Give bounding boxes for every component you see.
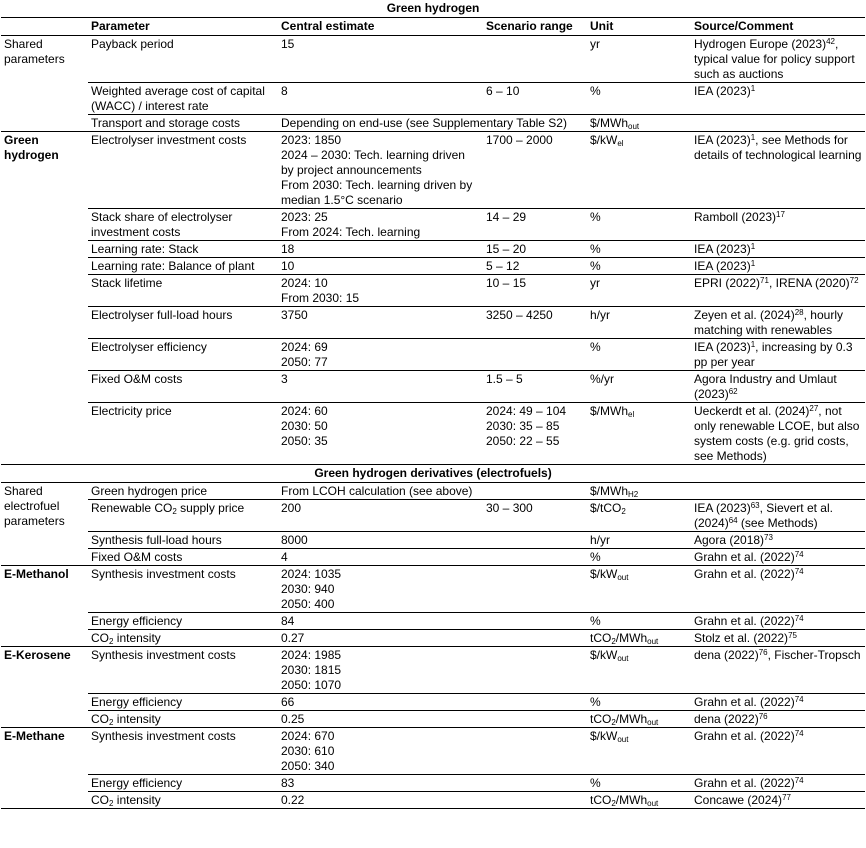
source-cell: IEA $(2023)^{63}$, Sievert et al. $(2024)^{64}$ (see Methods) — [691, 500, 865, 532]
source-cell: Concawe $(2024)^{77}$ — [691, 792, 865, 809]
group-label: E-Methane — [1, 728, 88, 809]
group-label: E-Kerosene — [1, 647, 88, 728]
table-row — [1, 792, 865, 809]
table-row — [1, 549, 865, 566]
unit-cell: % — [587, 613, 691, 630]
source-cell — [691, 483, 865, 500]
unit-cell: $\$/kW_{el}$ — [587, 132, 691, 209]
central-cell: 66 — [278, 694, 483, 711]
central-cell: 3750 — [278, 307, 483, 339]
table-row — [1, 403, 865, 465]
range-cell — [483, 566, 587, 613]
source-cell: Grahn et al. $(2022)^{74}$ — [691, 775, 865, 792]
unit-cell: tCO$_2$/MWh$_{out}$ — [587, 711, 691, 728]
central-cell: 2024: 69 2050: 77 — [278, 339, 483, 371]
unit-cell: $/tCO$_2$ — [587, 500, 691, 532]
source-cell: IEA $(2023)^1$, see Methods for details of technological learning — [691, 132, 865, 209]
param-cell: Fixed O&M costs — [88, 371, 278, 403]
parameter-table — [1, 0, 865, 809]
source-cell — [691, 115, 865, 132]
range-cell — [483, 792, 587, 809]
table-row — [1, 36, 865, 83]
section-header-green-hydrogen — [1, 0, 865, 18]
param-cell: Energy efficiency — [88, 775, 278, 792]
range-cell: 1.5 – 5 — [483, 371, 587, 403]
range-cell: 1700 – 2000 — [483, 132, 587, 209]
unit-cell: h/yr — [587, 532, 691, 549]
source-cell: Agora $(2018)^{73}$ — [691, 532, 865, 549]
unit-cell: tCO$_2$/MWh$_{out}$ — [587, 630, 691, 647]
header-unit: Unit — [587, 18, 691, 36]
param-cell: Transport and storage costs — [88, 115, 278, 132]
source-cell: Grahn et al. $(2022)^{74}$ — [691, 728, 865, 775]
central-cell: 8 — [278, 83, 483, 115]
header-source: Source/Comment — [691, 18, 865, 36]
section-header-derivatives — [1, 465, 865, 483]
unit-cell: $\$/kW_{out}$ — [587, 728, 691, 775]
central-cell: 3 — [278, 371, 483, 403]
central-cell: 2024: 10 From 2030: 15 — [278, 275, 483, 307]
source-cell: dena $(2022)^{76}$, Fischer-Tropsch — [691, 647, 865, 694]
central-cell: 83 — [278, 775, 483, 792]
range-cell — [483, 647, 587, 694]
group-label: E-Methanol — [1, 566, 88, 647]
column-header-row — [1, 18, 865, 36]
param-cell: Fixed O&M costs — [88, 549, 278, 566]
param-cell: Synthesis investment costs — [88, 728, 278, 775]
param-cell: Weighted average cost of capital (WACC) / interest rate — [88, 83, 278, 115]
central-cell: 15 — [278, 36, 483, 83]
source-cell: Stolz et al. $(2022)^{75}$ — [691, 630, 865, 647]
table-row — [1, 711, 865, 728]
range-cell: 5 – 12 — [483, 258, 587, 275]
source-cell: Ramboll $(2023)^{17}$ — [691, 209, 865, 241]
unit-cell: % — [587, 241, 691, 258]
table-row — [1, 83, 865, 115]
central-cell: 0.27 — [278, 630, 483, 647]
range-cell — [483, 532, 587, 549]
table-row — [1, 209, 865, 241]
unit-cell: tCO$_2$/MWh$_{out}$ — [587, 792, 691, 809]
param-cell: Electrolyser full-load hours — [88, 307, 278, 339]
table-row — [1, 339, 865, 371]
range-cell — [483, 613, 587, 630]
unit-cell: % — [587, 775, 691, 792]
source-cell: IEA $(2023)^1$ — [691, 258, 865, 275]
param-cell: $CO_2$ intensity — [88, 630, 278, 647]
unit-cell: h/yr — [587, 307, 691, 339]
unit-cell: $/MWh$_{H2}$ — [587, 483, 691, 500]
unit-cell: % — [587, 339, 691, 371]
param-cell: Electrolyser investment costs — [88, 132, 278, 209]
unit-cell: $/MWh$_{out}$ — [587, 115, 691, 132]
source-cell: Ueckerdt et al. $(2024)^{27}$, not only renewable LCOE, but also system costs (e.g. grid costs, see Methods) — [691, 403, 865, 465]
table-row — [1, 307, 865, 339]
section-title: Green hydrogen derivatives (electrofuels) — [1, 465, 865, 483]
range-cell — [483, 728, 587, 775]
param-cell: Stack lifetime — [88, 275, 278, 307]
param-cell: Payback period — [88, 36, 278, 83]
unit-cell: $\$/kW_{out}$ — [587, 647, 691, 694]
central-cell: 10 — [278, 258, 483, 275]
central-cell: 2024: 60 2030: 50 2050: 35 — [278, 403, 483, 465]
header-group — [1, 18, 88, 36]
central-cell: From LCOH calculation (see above) — [278, 483, 587, 500]
table-row — [1, 258, 865, 275]
source-cell: Agora Industry and Umlaut $(2023)^{62}$ — [691, 371, 865, 403]
table-row — [1, 275, 865, 307]
unit-cell: $\$/kW_{out}$ — [587, 566, 691, 613]
group-label: Green hydrogen — [1, 132, 88, 465]
table-row — [1, 728, 865, 775]
central-cell: 4 — [278, 549, 483, 566]
central-cell: 2024: 670 2030: 610 2050: 340 — [278, 728, 483, 775]
range-cell — [483, 694, 587, 711]
table-row — [1, 647, 865, 694]
source-cell: IEA $(2023)^1$ — [691, 83, 865, 115]
range-cell: 3250 – 4250 — [483, 307, 587, 339]
source-cell: Grahn et al. $(2022)^{74}$ — [691, 549, 865, 566]
source-cell: IEA $(2023)^1$ — [691, 241, 865, 258]
range-cell: 6 – 10 — [483, 83, 587, 115]
range-cell — [483, 775, 587, 792]
table-row — [1, 115, 865, 132]
param-cell: Synthesis investment costs — [88, 566, 278, 613]
param-cell: Electricity price — [88, 403, 278, 465]
unit-cell: % — [587, 694, 691, 711]
central-cell: 2024: 1035 2030: 940 2050: 400 — [278, 566, 483, 613]
unit-cell: %/yr — [587, 371, 691, 403]
param-cell: Green hydrogen price — [88, 483, 278, 500]
central-cell: 2023: 25 From 2024: Tech. learning — [278, 209, 483, 241]
header-scenario-range: Scenario range — [483, 18, 587, 36]
range-cell — [483, 36, 587, 83]
group-label: Shared parameters — [1, 36, 88, 132]
source-cell: Grahn et al. $(2022)^{74}$ — [691, 694, 865, 711]
range-cell: 10 – 15 — [483, 275, 587, 307]
table-row — [1, 694, 865, 711]
param-cell: $CO_2$ intensity — [88, 792, 278, 809]
central-cell: 2023: 1850 2024 – 2030: Tech. learning driven by project announcements From 2030: Tech. learning driven by median 1.5°C scenario — [278, 132, 483, 209]
central-cell: 2024: 1985 2030: 1815 2050: 1070 — [278, 647, 483, 694]
central-cell: 200 — [278, 500, 483, 532]
unit-cell: % — [587, 549, 691, 566]
param-cell: Renewable $CO_2$ supply price — [88, 500, 278, 532]
param-cell: Electrolyser efficiency — [88, 339, 278, 371]
param-cell: Synthesis full-load hours — [88, 532, 278, 549]
table-row — [1, 483, 865, 500]
range-cell — [483, 549, 587, 566]
central-cell: 84 — [278, 613, 483, 630]
table-row — [1, 775, 865, 792]
param-cell: Energy efficiency — [88, 613, 278, 630]
range-cell: 2024: 49 – 104 2030: 35 – 85 2050: 22 – 55 — [483, 403, 587, 465]
table-row — [1, 132, 865, 209]
param-cell: $CO_2$ intensity — [88, 711, 278, 728]
param-cell: Energy efficiency — [88, 694, 278, 711]
source-cell: Hydrogen Europe $(2023)^{42}$, typical value for policy support such as auctions — [691, 36, 865, 83]
unit-cell: yr — [587, 275, 691, 307]
range-cell — [483, 339, 587, 371]
table-row — [1, 613, 865, 630]
range-cell: 30 – 300 — [483, 500, 587, 532]
table-row — [1, 371, 865, 403]
param-cell: Stack share of electrolyser investment costs — [88, 209, 278, 241]
param-cell: Learning rate: Stack — [88, 241, 278, 258]
param-cell: Synthesis investment costs — [88, 647, 278, 694]
unit-cell: % — [587, 209, 691, 241]
source-cell: Grahn et al. $(2022)^{74}$ — [691, 566, 865, 613]
source-cell: EPRI $(2022)^{71}$, IRENA $(2020)^{72}$ — [691, 275, 865, 307]
central-cell: 18 — [278, 241, 483, 258]
source-cell: Zeyen et al. $(2024)^{28}$, hourly matching with renewables — [691, 307, 865, 339]
range-cell — [483, 630, 587, 647]
range-cell: 14 – 29 — [483, 209, 587, 241]
central-cell: 8000 — [278, 532, 483, 549]
table-row — [1, 566, 865, 613]
param-cell: Learning rate: Balance of plant — [88, 258, 278, 275]
central-cell: Depending on end-use (see Supplementary Table S2) — [278, 115, 587, 132]
central-cell: 0.22 — [278, 792, 483, 809]
table-row — [1, 500, 865, 532]
source-cell: dena $(2022)^{76}$ — [691, 711, 865, 728]
table-row — [1, 532, 865, 549]
header-parameter: Parameter — [88, 18, 278, 36]
group-label: Shared electrofuel parameters — [1, 483, 88, 566]
section-title: Green hydrogen — [1, 0, 865, 18]
range-cell: 15 – 20 — [483, 241, 587, 258]
unit-cell: % — [587, 83, 691, 115]
source-cell: IEA $(2023)^1$, increasing by 0.3 pp per year — [691, 339, 865, 371]
table-row — [1, 241, 865, 258]
range-cell — [483, 711, 587, 728]
unit-cell: $/MWh$_{el}$ — [587, 403, 691, 465]
unit-cell: yr — [587, 36, 691, 83]
header-central-estimate: Central estimate — [278, 18, 483, 36]
source-cell: Grahn et al. $(2022)^{74}$ — [691, 613, 865, 630]
central-cell: 0.25 — [278, 711, 483, 728]
unit-cell: % — [587, 258, 691, 275]
table-row — [1, 630, 865, 647]
